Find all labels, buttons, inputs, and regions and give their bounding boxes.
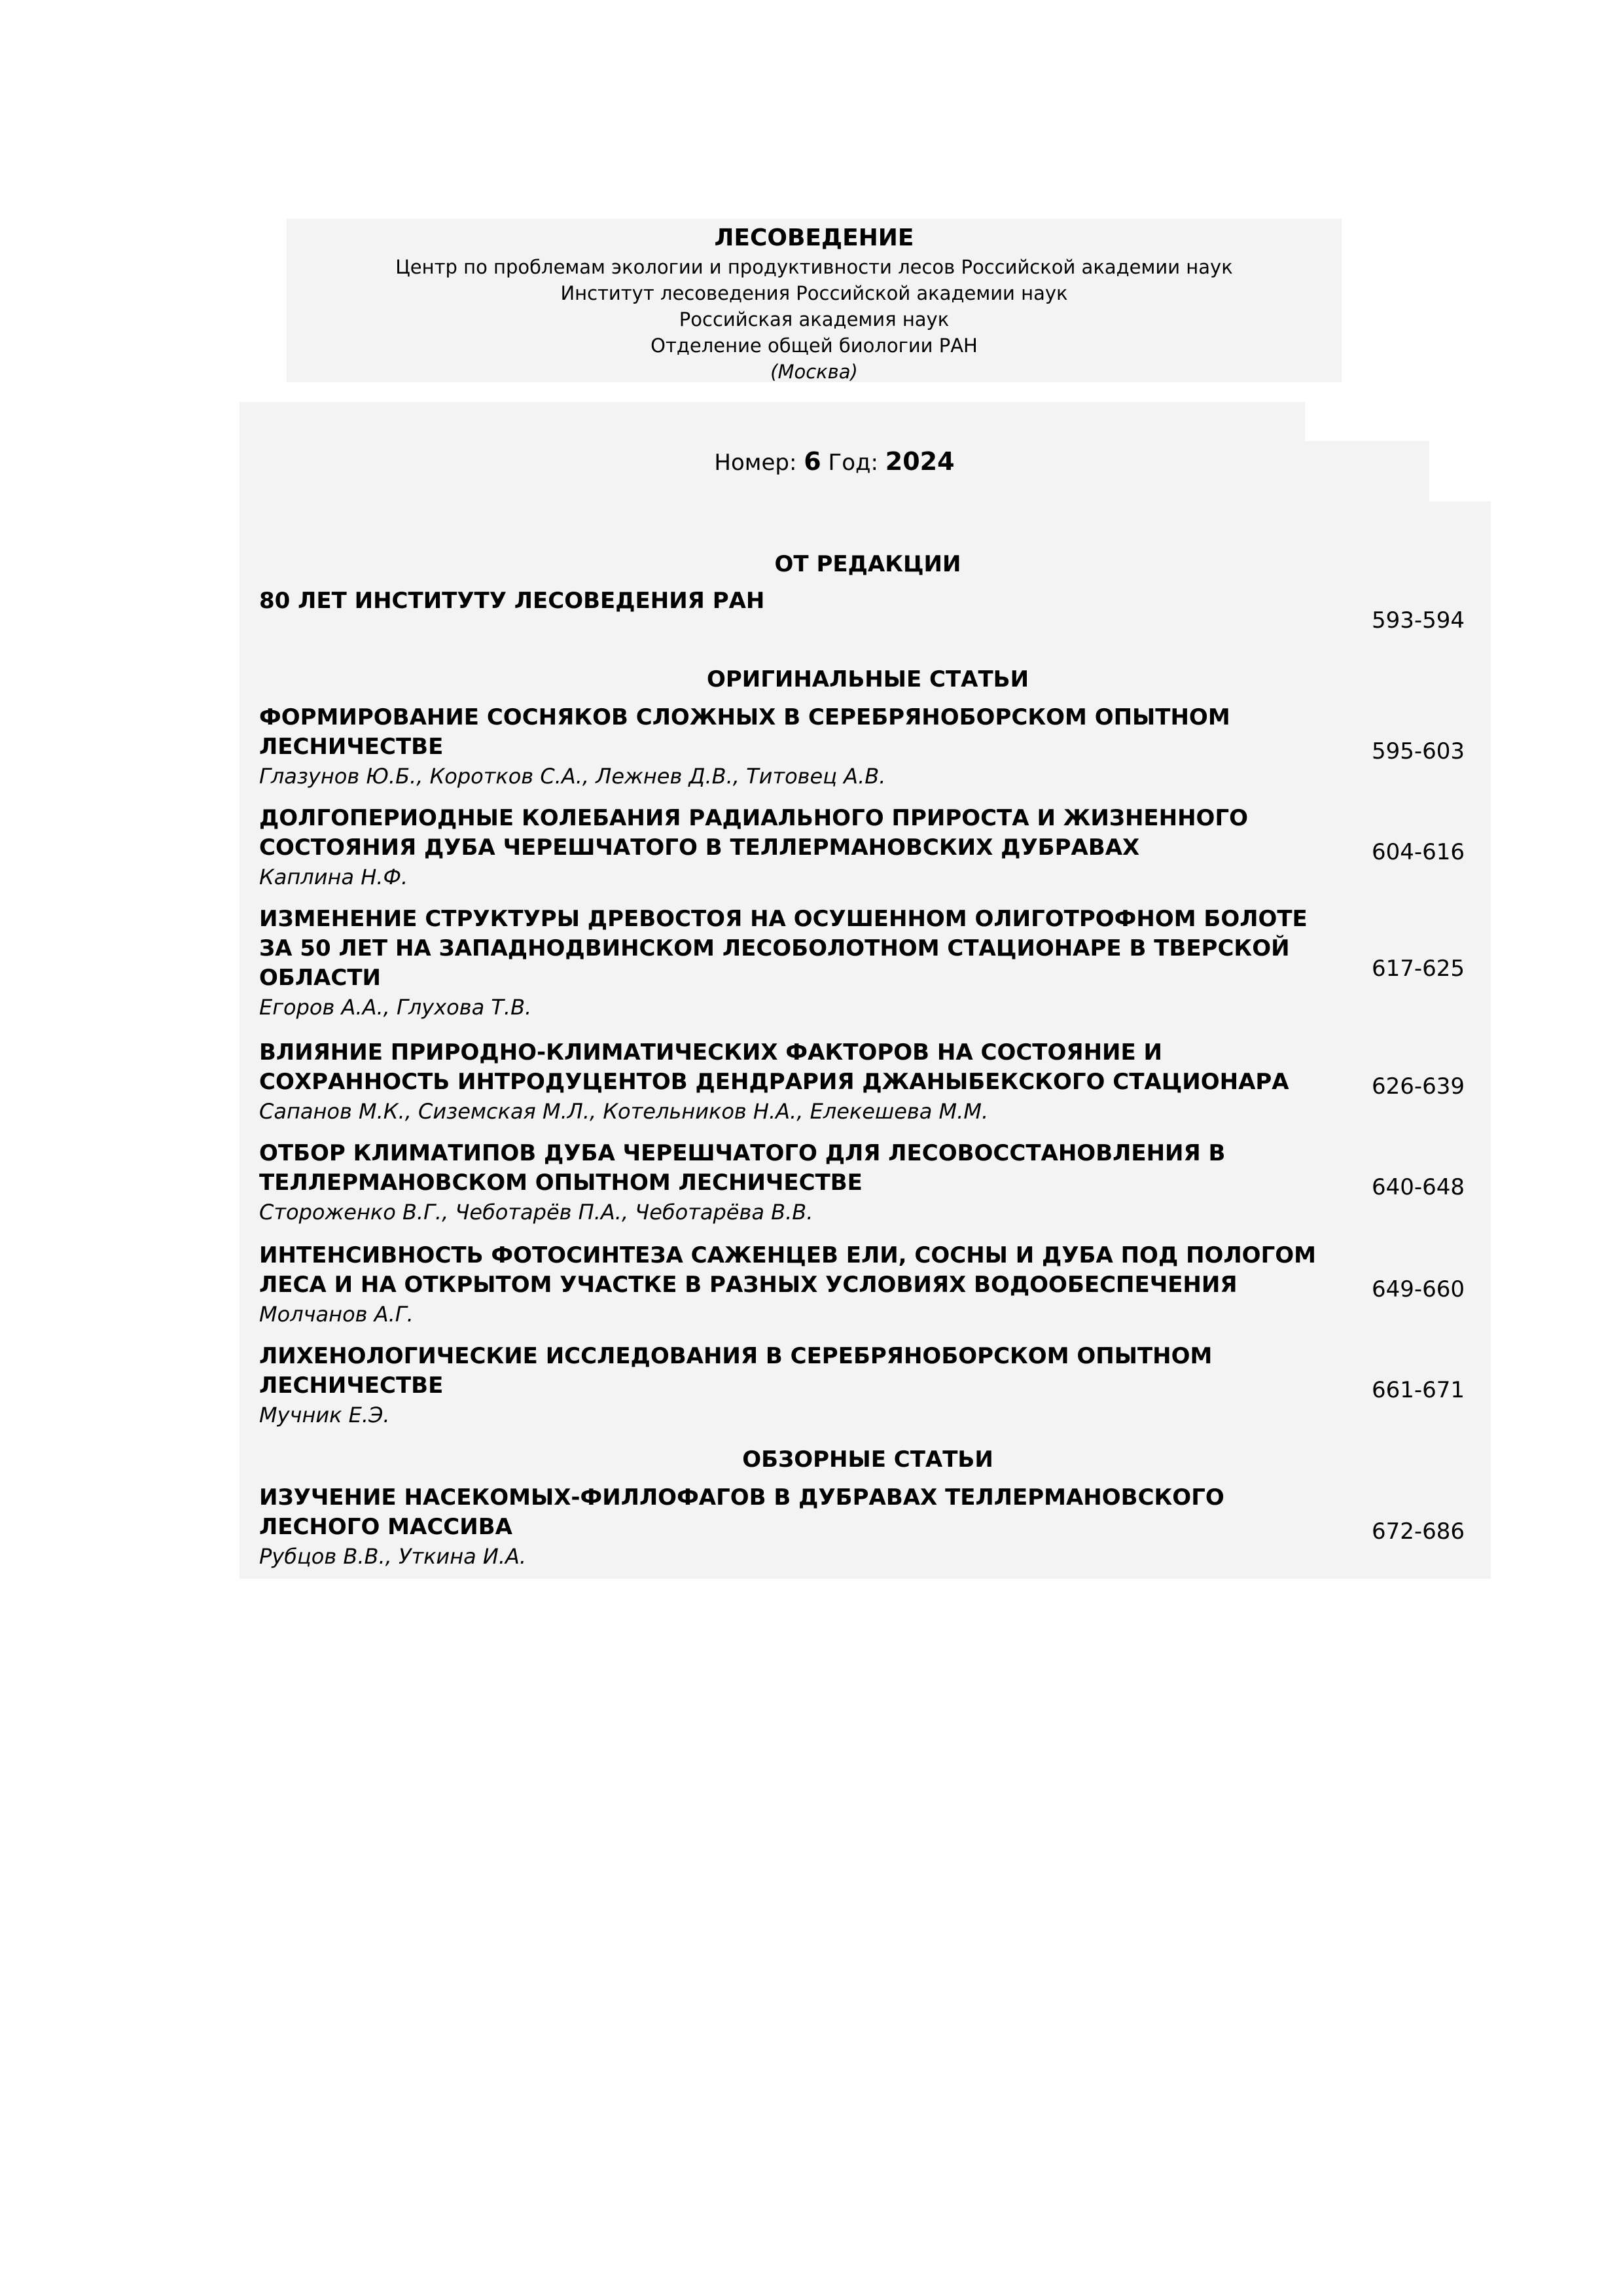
article-title: ФОРМИРОВАНИЕ СОСНЯКОВ СЛОЖНЫХ В СЕРЕБРЯНОБОРСКОМ ОПЫТНОМ ЛЕСНИЧЕСТВЕ	[259, 704, 1230, 760]
article-title: ИЗУЧЕНИЕ НАСЕКОМЫХ-ФИЛЛОФАГОВ В ДУБРАВАХ ТЕЛЛЕРМАНОВСКОГО ЛЕСНОГО МАССИВА	[259, 1484, 1224, 1540]
article-authors: Мучник Е.Э.	[259, 1403, 390, 1427]
toc-entry	[259, 1038, 1471, 1126]
article-title: ОТБОР КЛИМАТИПОВ ДУБА ЧЕРЕШЧАТОГО ДЛЯ ЛЕСОВОССТАНОВЛЕНИЯ В ТЕЛЛЕРМАНОВСКОМ ОПЫТНОМ ЛЕСНИЧЕСТВЕ	[259, 1140, 1226, 1196]
toc-entry	[259, 1483, 1471, 1571]
article-title: ВЛИЯНИЕ ПРИРОДНО-КЛИМАТИЧЕСКИХ ФАКТОРОВ НА СОСТОЯНИЕ И СОХРАННОСТЬ ИНТРОДУЦЕНТОВ ДЕНДРАРИЯ ДЖАНЫБЕКСКОГО СТАЦИОНАРА	[259, 1039, 1289, 1095]
article-authors: Каплина Н.Ф.	[259, 865, 408, 889]
institution-line: Центр по проблемам экологии и продуктивности лесов Российской академии наук	[395, 256, 1233, 278]
article-pages: 626-639	[1372, 1073, 1465, 1100]
article-pages: 672-686	[1372, 1518, 1465, 1545]
article-title: ДОЛГОПЕРИОДНЫЕ КОЛЕБАНИЯ РАДИАЛЬНОГО ПРИРОСТА И ЖИЗНЕННОГО СОСТОЯНИЯ ДУБА ЧЕРЕШЧАТОГО В ТЕЛЛЕРМАНОВСКИХ ДУБРАВАХ	[259, 805, 1249, 861]
article-authors: Молчанов А.Г.	[259, 1302, 414, 1327]
article-authors: Сапанов М.К., Сиземская М.Л., Котельников Н.А., Елекешева М.М.	[259, 1099, 989, 1124]
section-heading: ОТ РЕДАКЦИИ	[774, 551, 961, 577]
article-authors: Рубцов В.В., Уткина И.А.	[259, 1544, 527, 1569]
institution-line: Институт лесоведения Российской академии наук	[560, 282, 1068, 304]
article-authors: Егоров А.А., Глухова Т.В.	[259, 995, 532, 1020]
journal-header	[287, 219, 1342, 382]
city-label: (Москва)	[770, 361, 858, 383]
institution-line: Отделение общей биологии РАН	[651, 334, 978, 357]
article-pages: 661-671	[1372, 1377, 1465, 1403]
table-of-contents	[240, 501, 1491, 1579]
article-pages: 649-660	[1372, 1276, 1465, 1302]
article-title: ЛИХЕНОЛОГИЧЕСКИЕ ИССЛЕДОВАНИЯ В СЕРЕБРЯНОБОРСКОМ ОПЫТНОМ ЛЕСНИЧЕСТВЕ	[259, 1343, 1213, 1399]
issue-number-label: Номер:	[714, 450, 797, 476]
issue-panel-top	[240, 402, 1305, 441]
institution-line: Российская академия наук	[679, 308, 950, 331]
toc-entry	[259, 804, 1471, 891]
toc-entry	[259, 1139, 1471, 1227]
issue-year: 2024	[885, 447, 955, 476]
article-title: ИЗМЕНЕНИЕ СТРУКТУРЫ ДРЕВОСТОЯ НА ОСУШЕННОМ ОЛИГОТРОФНОМ БОЛОТЕ ЗА 50 ЛЕТ НА ЗАПАДНОДВИНСКОМ ЛЕСОБОЛОТНОМ СТАЦИОНАРЕ В ТВЕРСКОЙ ОБЛАСТИ	[259, 906, 1308, 991]
section-heading: ОБЗОРНЫЕ СТАТЬИ	[742, 1446, 993, 1473]
article-pages: 617-625	[1372, 956, 1465, 982]
article-pages: 595-603	[1372, 738, 1465, 764]
article-pages: 593-594	[1372, 607, 1465, 634]
issue-info	[240, 441, 1429, 482]
article-title: 80 ЛЕТ ИНСТИТУТУ ЛЕСОВЕДЕНИЯ РАН	[259, 588, 765, 614]
issue-year-label: Год:	[828, 450, 878, 476]
journal-title: ЛЕСОВЕДЕНИЕ	[714, 224, 914, 251]
toc-entry	[259, 905, 1471, 1022]
issue-number: 6	[804, 447, 821, 476]
article-title: ИНТЕНСИВНОСТЬ ФОТОСИНТЕЗА САЖЕНЦЕВ ЕЛИ, СОСНЫ И ДУБА ПОД ПОЛОГОМ ЛЕСА И НА ОТКРЫТОМ УЧАСТКЕ В РАЗНЫХ УСЛОВИЯХ ВОДООБЕСПЕЧЕНИЯ	[259, 1242, 1316, 1298]
section-heading: ОРИГИНАЛЬНЫЕ СТАТЬИ	[706, 666, 1029, 692]
article-pages: 604-616	[1372, 839, 1465, 865]
toc-entry	[259, 586, 1471, 634]
article-authors: Стороженко В.Г., Чеботарёв П.А., Чеботарёва В.В.	[259, 1200, 813, 1225]
article-authors: Глазунов Ю.Б., Коротков С.А., Лежнев Д.В., Титовец А.В.	[259, 764, 886, 789]
article-pages: 640-648	[1372, 1174, 1465, 1200]
toc-entry	[259, 703, 1471, 791]
toc-entry	[259, 1342, 1471, 1429]
toc-entry	[259, 1241, 1471, 1329]
